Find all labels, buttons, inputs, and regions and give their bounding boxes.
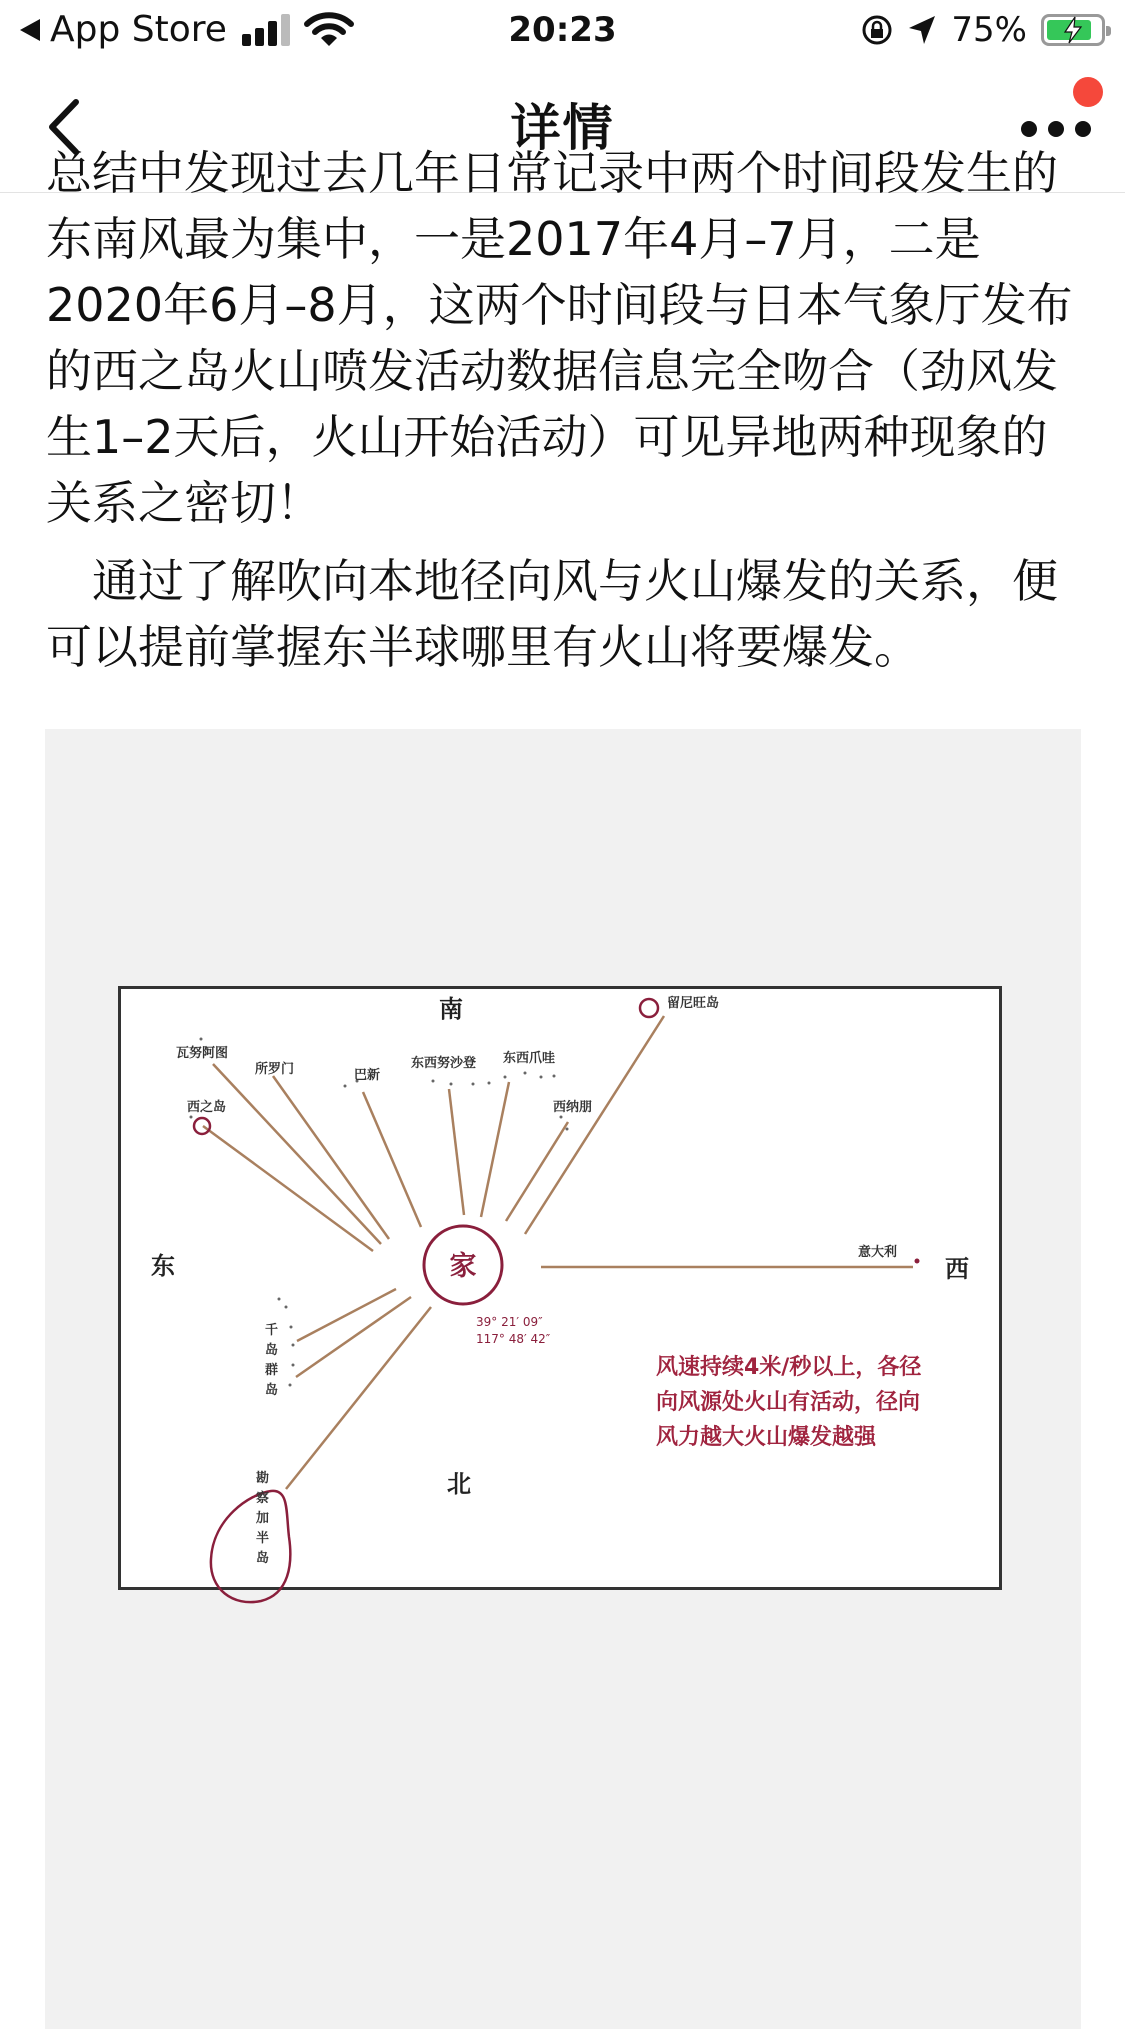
article-paragraph: 总结中发现过去几年日常记录中两个时间段发生的东南风最为集中，一是2017年4月–7月，二是2020年6月–8月，这两个时间段与日本气象厅发布的西之岛火山喷发活动数据信息完全吻合（劲风发生1–2天后，火山开始活动）可见异地两种现象的关系之密切！ xyxy=(46,146,1073,530)
direction-west: 西 xyxy=(945,1255,969,1283)
place-label: 意大利 xyxy=(858,1245,898,1260)
nishinoshima-volcano-icon xyxy=(194,1118,210,1134)
place-label: 西纳朋 xyxy=(553,1100,593,1115)
place-label: 所罗门 xyxy=(255,1062,295,1077)
radial-lines xyxy=(203,1016,913,1489)
page-title: 详情 xyxy=(510,99,615,157)
coord-lon: 117° 48′ 42″ xyxy=(476,1332,551,1346)
status-right-group xyxy=(861,8,1105,52)
direction-north: 北 xyxy=(447,1470,471,1498)
place-label: 勘 xyxy=(256,1471,270,1486)
location-arrow-icon xyxy=(907,14,937,46)
place-label: 半 xyxy=(256,1531,270,1546)
place-label: 巴新 xyxy=(354,1068,381,1083)
article-content xyxy=(0,146,1125,2001)
place-label: 西之岛 xyxy=(187,1100,227,1115)
place-label: 留尼旺岛 xyxy=(667,996,720,1011)
diagram-note-line: 风力越大火山爆发越强 xyxy=(656,1425,877,1450)
more-dot-icon xyxy=(1048,121,1064,137)
place-label: 群 xyxy=(265,1363,279,1378)
back-app-label: App Store xyxy=(50,9,227,50)
battery-icon xyxy=(1041,14,1105,46)
reunion-volcano-icon xyxy=(640,999,658,1017)
rotation-lock-icon xyxy=(861,14,893,46)
direction-south: 南 xyxy=(439,995,463,1023)
place-label: 千 xyxy=(265,1323,279,1338)
place-label: 岛 xyxy=(265,1343,279,1358)
center-label: 家 xyxy=(449,1251,477,1282)
status-time: 20:23 xyxy=(508,10,617,50)
place-label: 东西努沙登 xyxy=(411,1056,477,1071)
diagram-note-line: 向风源处火山有活动，径向 xyxy=(656,1390,921,1415)
notification-badge xyxy=(1073,77,1103,107)
battery-percent: 75% xyxy=(951,10,1027,50)
article-paragraph: 通过了解吹向本地径向风与火山爆发的关系，便可以提前掌握东半球哪里有火山将要爆发。 xyxy=(46,554,1058,674)
place-label: 岛 xyxy=(256,1551,270,1566)
place-label: 东西爪哇 xyxy=(503,1051,556,1066)
kamchatka-outline-icon xyxy=(211,1491,290,1602)
more-dot-icon xyxy=(1021,121,1037,137)
coord-lat: 39° 21′ 09″ xyxy=(476,1315,543,1329)
place-label: 岛 xyxy=(265,1383,279,1398)
status-bar xyxy=(0,0,1125,62)
direction-east: 东 xyxy=(151,1252,175,1280)
place-label: 加 xyxy=(256,1511,270,1526)
volcano-wind-diagram xyxy=(118,986,1002,1590)
more-dot-icon xyxy=(1075,121,1091,137)
diagram-note-line: 风速持续4米/秒以上，各径 xyxy=(656,1355,922,1380)
italy-volcano-icon xyxy=(915,1259,920,1264)
place-label: 察 xyxy=(256,1491,270,1506)
place-label: 瓦努阿图 xyxy=(176,1046,229,1061)
